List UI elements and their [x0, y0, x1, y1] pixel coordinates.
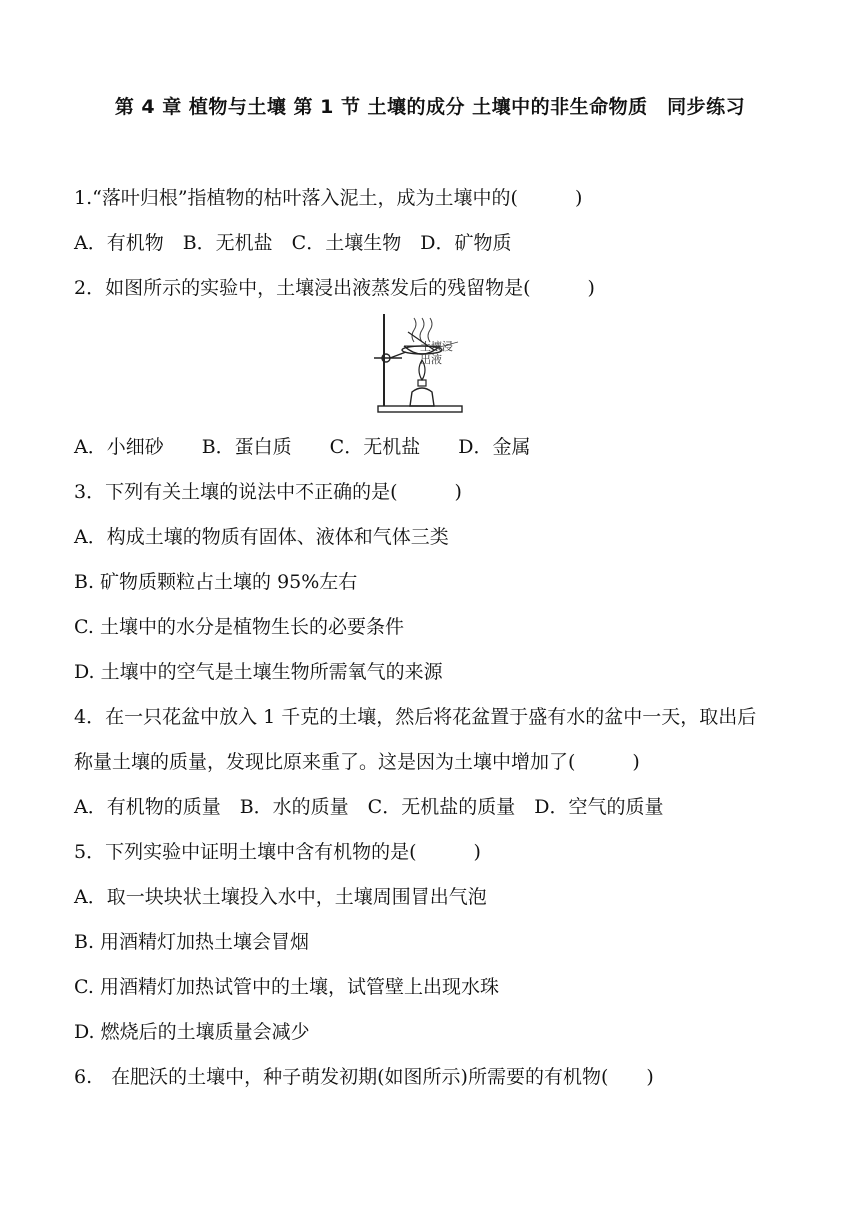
question-6-stem: 6. 在肥沃的土壤中，种子萌发初期(如图所示)所需要的有机物( )	[74, 1066, 654, 1088]
question-3-option-b: B. 矿物质颗粒占土壤的 95%左右	[74, 571, 358, 593]
question-2-stem: 2．如图所示的实验中，土壤浸出液蒸发后的残留物是( )	[74, 277, 595, 299]
figure-label-line-2: 出液	[420, 353, 442, 366]
question-3-option-c: C. 土壤中的水分是植物生长的必要条件	[74, 616, 404, 638]
question-5-stem: 5．下列实验中证明土壤中含有机物的是( )	[74, 841, 481, 863]
question-5-option-c: C. 用酒精灯加热试管中的土壤，试管壁上出现水珠	[74, 976, 499, 998]
page-title: 第 4 章 植物与土壤 第 1 节 土壤的成分 土壤中的非生命物质 同步练习	[114, 96, 746, 118]
question-1-options: A．有机物 B．无机盐 C．土壤生物 D．矿物质	[74, 232, 512, 254]
question-3-option-a: A．构成土壤的物质有固体、液体和气体三类	[74, 526, 449, 548]
question-4-options: A．有机物的质量 B．水的质量 C．无机盐的质量 D．空气的质量	[74, 796, 664, 818]
question-4-stem-line-2: 称量土壤的质量，发现比原来重了。这是因为土壤中增加了( )	[74, 751, 640, 773]
figure-label-line-1: 土壤浸	[420, 340, 453, 353]
question-5-option-d: D. 燃烧后的土壤质量会减少	[74, 1021, 310, 1043]
question-5-option-b: B. 用酒精灯加热土壤会冒烟	[74, 931, 310, 953]
question-4-stem-line-1: 4．在一只花盆中放入 1 千克的土壤，然后将花盆置于盛有水的盆中一天，取出后	[74, 706, 757, 728]
question-2-options: A．小细砂 B．蛋白质 C．无机盐 D．金属	[74, 436, 531, 458]
question-1-stem: 1.“落叶归根”指植物的枯叶落入泥土，成为土壤中的( )	[74, 187, 583, 209]
question-5-option-a: A．取一块块状土壤投入水中，土壤周围冒出气泡	[74, 886, 487, 908]
question-3-option-d: D. 土壤中的空气是土壤生物所需氧气的来源	[74, 661, 443, 683]
question-3-stem: 3．下列有关土壤的说法中不正确的是( )	[74, 481, 462, 503]
